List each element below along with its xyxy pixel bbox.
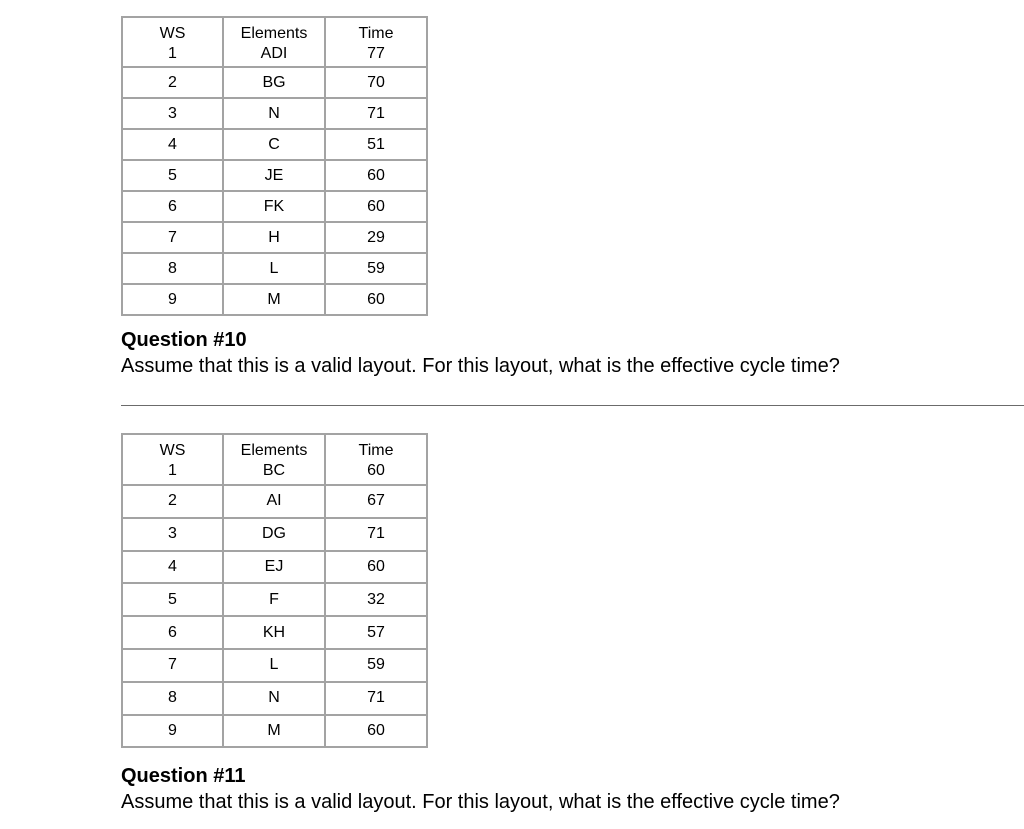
table-row bbox=[122, 98, 427, 129]
time-cell: 71 bbox=[325, 682, 427, 715]
table-row bbox=[122, 616, 427, 649]
table-row bbox=[122, 461, 427, 485]
elements-cell: L bbox=[223, 649, 325, 682]
table-row bbox=[122, 583, 427, 616]
ws-cell: 6 bbox=[122, 191, 223, 222]
section-divider bbox=[121, 405, 1024, 406]
ws-cell: 4 bbox=[122, 551, 223, 584]
table-row bbox=[122, 67, 427, 98]
time-cell: 60 bbox=[325, 160, 427, 191]
elements-cell: M bbox=[223, 715, 325, 748]
ws-cell: 6 bbox=[122, 616, 223, 649]
time-cell: 59 bbox=[325, 649, 427, 682]
table-row bbox=[122, 253, 427, 284]
ws-cell: 8 bbox=[122, 253, 223, 284]
elements-cell: C bbox=[223, 129, 325, 160]
time-cell: 67 bbox=[325, 485, 427, 518]
time-cell: 60 bbox=[325, 284, 427, 315]
table-row bbox=[122, 222, 427, 253]
table-row bbox=[122, 485, 427, 518]
time-cell: 29 bbox=[325, 222, 427, 253]
ws-cell: 3 bbox=[122, 518, 223, 551]
elements-cell: N bbox=[223, 98, 325, 129]
elements-cell: EJ bbox=[223, 551, 325, 584]
ws-cell: 5 bbox=[122, 160, 223, 191]
layout-table-q11 bbox=[121, 433, 428, 748]
ws-cell: 5 bbox=[122, 583, 223, 616]
time-cell: 60 bbox=[325, 551, 427, 584]
ws-cell: 9 bbox=[122, 715, 223, 748]
time-cell: 70 bbox=[325, 67, 427, 98]
header-ws: WS bbox=[122, 17, 223, 44]
elements-cell: FK bbox=[223, 191, 325, 222]
question-text: Assume that this is a valid layout. For this layout, what is the effective cycle time? bbox=[121, 355, 840, 377]
time-cell: 60 bbox=[325, 461, 427, 485]
ws-cell: 7 bbox=[122, 222, 223, 253]
header-ws: WS bbox=[122, 434, 223, 461]
time-cell: 57 bbox=[325, 616, 427, 649]
question-title: Question #10 bbox=[121, 329, 247, 351]
header-elements: Elements bbox=[223, 434, 325, 461]
elements-cell: JE bbox=[223, 160, 325, 191]
elements-cell: AI bbox=[223, 485, 325, 518]
ws-cell: 2 bbox=[122, 67, 223, 98]
time-cell: 77 bbox=[325, 44, 427, 67]
header-time: Time bbox=[325, 17, 427, 44]
time-cell: 60 bbox=[325, 715, 427, 748]
table-row bbox=[122, 649, 427, 682]
header-elements: Elements bbox=[223, 17, 325, 44]
elements-cell: KH bbox=[223, 616, 325, 649]
ws-cell: 8 bbox=[122, 682, 223, 715]
table-row bbox=[122, 518, 427, 551]
question-text: Assume that this is a valid layout. For this layout, what is the effective cycle time? bbox=[121, 791, 840, 813]
time-cell: 51 bbox=[325, 129, 427, 160]
ws-cell: 4 bbox=[122, 129, 223, 160]
table-row bbox=[122, 191, 427, 222]
elements-cell: ADI bbox=[223, 44, 325, 67]
ws-cell: 1 bbox=[122, 461, 223, 485]
elements-cell: L bbox=[223, 253, 325, 284]
ws-cell: 3 bbox=[122, 98, 223, 129]
elements-cell: DG bbox=[223, 518, 325, 551]
time-cell: 71 bbox=[325, 518, 427, 551]
ws-cell: 1 bbox=[122, 44, 223, 67]
table-row bbox=[122, 129, 427, 160]
elements-cell: F bbox=[223, 583, 325, 616]
table-header-row bbox=[122, 17, 427, 44]
time-cell: 59 bbox=[325, 253, 427, 284]
table-row bbox=[122, 682, 427, 715]
elements-cell: H bbox=[223, 222, 325, 253]
time-cell: 32 bbox=[325, 583, 427, 616]
elements-cell: BG bbox=[223, 67, 325, 98]
table-row bbox=[122, 715, 427, 748]
layout-table-q10 bbox=[121, 16, 428, 316]
table-header-row bbox=[122, 434, 427, 461]
table-row bbox=[122, 284, 427, 315]
header-time: Time bbox=[325, 434, 427, 461]
elements-cell: N bbox=[223, 682, 325, 715]
time-cell: 71 bbox=[325, 98, 427, 129]
question-title: Question #11 bbox=[121, 765, 246, 787]
time-cell: 60 bbox=[325, 191, 427, 222]
elements-cell: M bbox=[223, 284, 325, 315]
table-row bbox=[122, 44, 427, 67]
ws-cell: 2 bbox=[122, 485, 223, 518]
ws-cell: 9 bbox=[122, 284, 223, 315]
elements-cell: BC bbox=[223, 461, 325, 485]
table-row bbox=[122, 160, 427, 191]
ws-cell: 7 bbox=[122, 649, 223, 682]
table-row bbox=[122, 551, 427, 584]
